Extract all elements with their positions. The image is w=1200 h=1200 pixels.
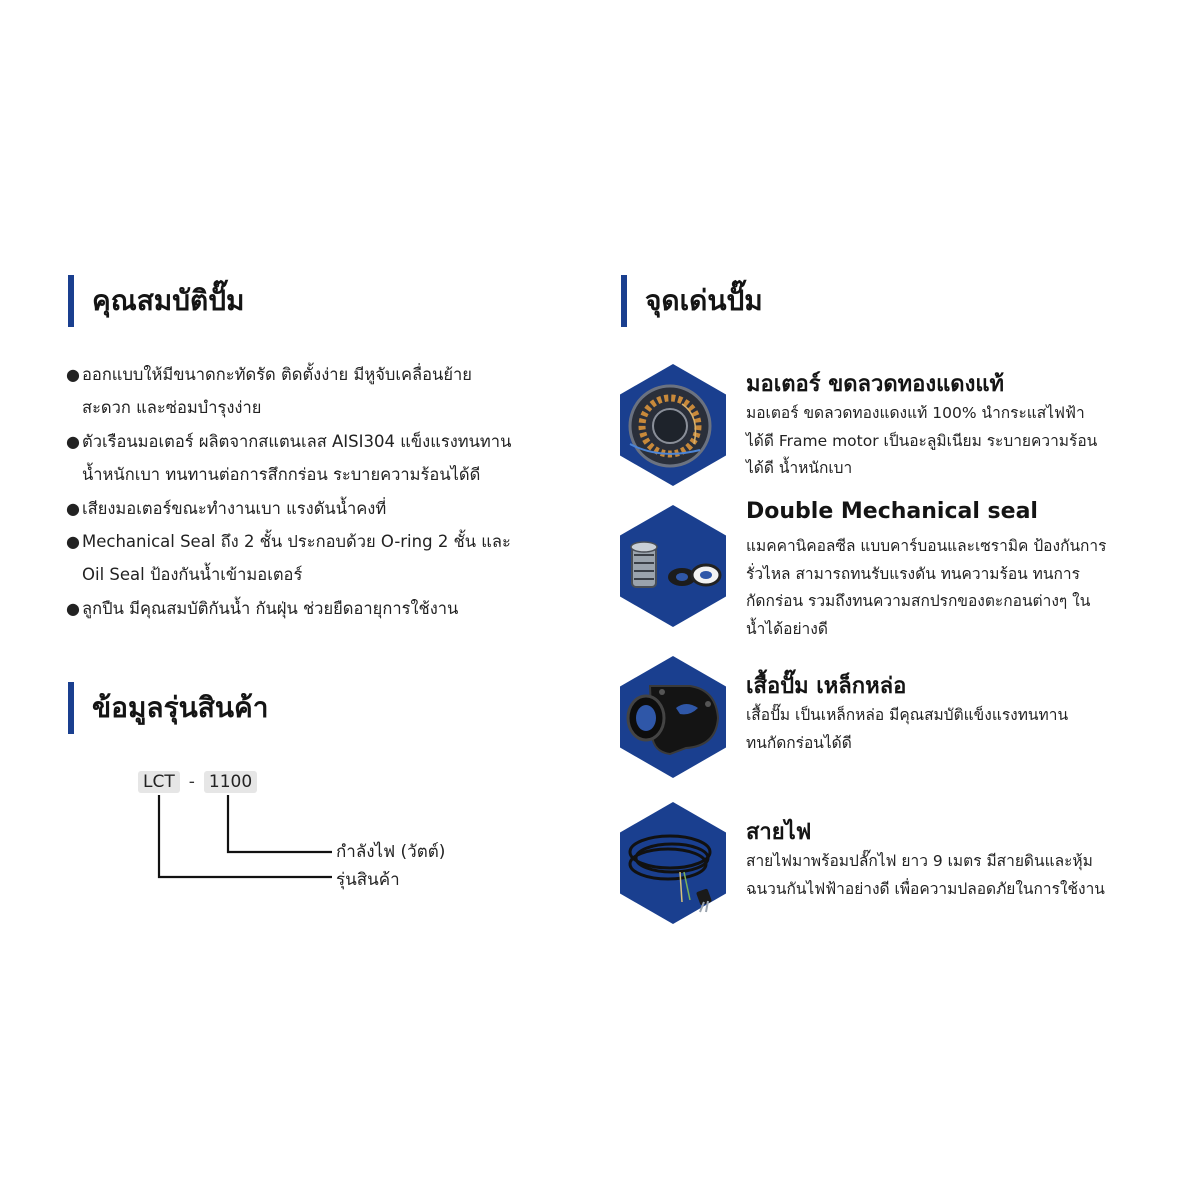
model-info-heading-text: ข้อมูลรุ่นสินค้า xyxy=(92,691,269,724)
heading-accent-bar xyxy=(68,275,74,327)
model-power-code: 1100 xyxy=(204,771,257,793)
series-connector-line xyxy=(159,795,332,877)
feature-description: สายไฟมาพร้อมปลั๊กไฟ ยาว 9 เมตร มีสายดินและหุ้ม ฉนวนกันไฟฟ้าอย่างดี เพื่อความปลอดภัยในการใช้งาน xyxy=(746,852,1105,898)
properties-heading xyxy=(68,275,468,327)
feature-description: มอเตอร์ ขดลวดทองแดงแท้ 100% นำกระแสไฟฟ้า ได้ดี Frame motor เป็นอะลูมิเนียม ระบายความร้อน ได้ดี น้ำหนักเบา xyxy=(746,404,1098,477)
list-item: ● Mechanical Seal ถึง 2 ชั้น ประกอบด้วย O-ring 2 ชั้น และ Oil Seal ป้องกันน้ำเข้ามอเตอร์ xyxy=(66,525,586,592)
properties-heading-text: คุณสมบัติปั๊ม xyxy=(92,284,245,317)
feature-title: สายไฟ xyxy=(746,820,812,845)
list-item: ● ลูกปืน มีคุณสมบัติกันน้ำ กันฝุ่น ช่วยยืดอายุการใช้งาน xyxy=(66,592,586,625)
highlights-heading-text: จุดเด่นปั๊ม xyxy=(645,284,763,317)
model-series-code: LCT xyxy=(138,771,180,793)
bullet-icon: ● xyxy=(66,498,80,518)
model-info-heading xyxy=(68,682,468,734)
model-code-dash: - xyxy=(188,772,195,792)
bullet-icon: ● xyxy=(66,365,80,384)
bullet-icon: ● xyxy=(66,598,80,618)
mechanical-seal-icon xyxy=(620,505,726,627)
power-connector-line xyxy=(228,795,332,852)
feature-title: มอเตอร์ ขดลวดทองแดงแท้ xyxy=(746,372,1005,397)
motor-coil-icon xyxy=(620,364,726,486)
properties-list xyxy=(66,358,586,625)
list-item: ● ออกแบบให้มีขนาดกะทัดรัด ติดตั้งง่าย มีหูจับเคลื่อนย้าย สะดวก และซ่อมบำรุงง่าย xyxy=(66,358,586,425)
highlights-heading xyxy=(621,275,1021,327)
list-item: ● ตัวเรือนมอเตอร์ ผลิตจากสแตนเลส AISI304 แข็งแรงทนทาน น้ำหนักเบา ทนทานต่อการสึกกร่อน ระบายความร้อนได้ดี xyxy=(66,425,586,492)
feature-title: เสื้อปั๊ม เหล็กหล่อ xyxy=(746,674,907,699)
feature-description: แมคคานิคอลซีล แบบคาร์บอนและเซรามิค ป้องกันการ รั่วไหล สามารถทนรับแรงดัน ทนความร้อน ทนการ กัดกร่อน รวมถึงทนความสกปรกของตะกอนต่างๆ ใน น้ำได้อย่างดี xyxy=(746,537,1107,638)
power-label: กำลังไฟ (วัตต์) xyxy=(336,842,446,862)
heading-accent-bar xyxy=(621,275,627,327)
bullet-icon: ● xyxy=(66,431,80,451)
list-item: ● เสียงมอเตอร์ขณะทำงานเบา แรงดันน้ำคงที่ xyxy=(66,492,586,525)
bullet-icon: ● xyxy=(66,532,80,552)
pump-casing-icon xyxy=(620,656,726,778)
power-cable-icon xyxy=(620,802,726,924)
feature-title: Double Mechanical seal xyxy=(746,499,1038,524)
heading-accent-bar xyxy=(68,682,74,734)
series-label: รุ่นสินค้า xyxy=(336,870,400,890)
feature-description: เสื้อปั๊ม เป็นเหล็กหล่อ มีคุณสมบัติแข็งแรงทนทาน ทนกัดกร่อนได้ดี xyxy=(746,706,1069,752)
model-code xyxy=(138,769,257,795)
